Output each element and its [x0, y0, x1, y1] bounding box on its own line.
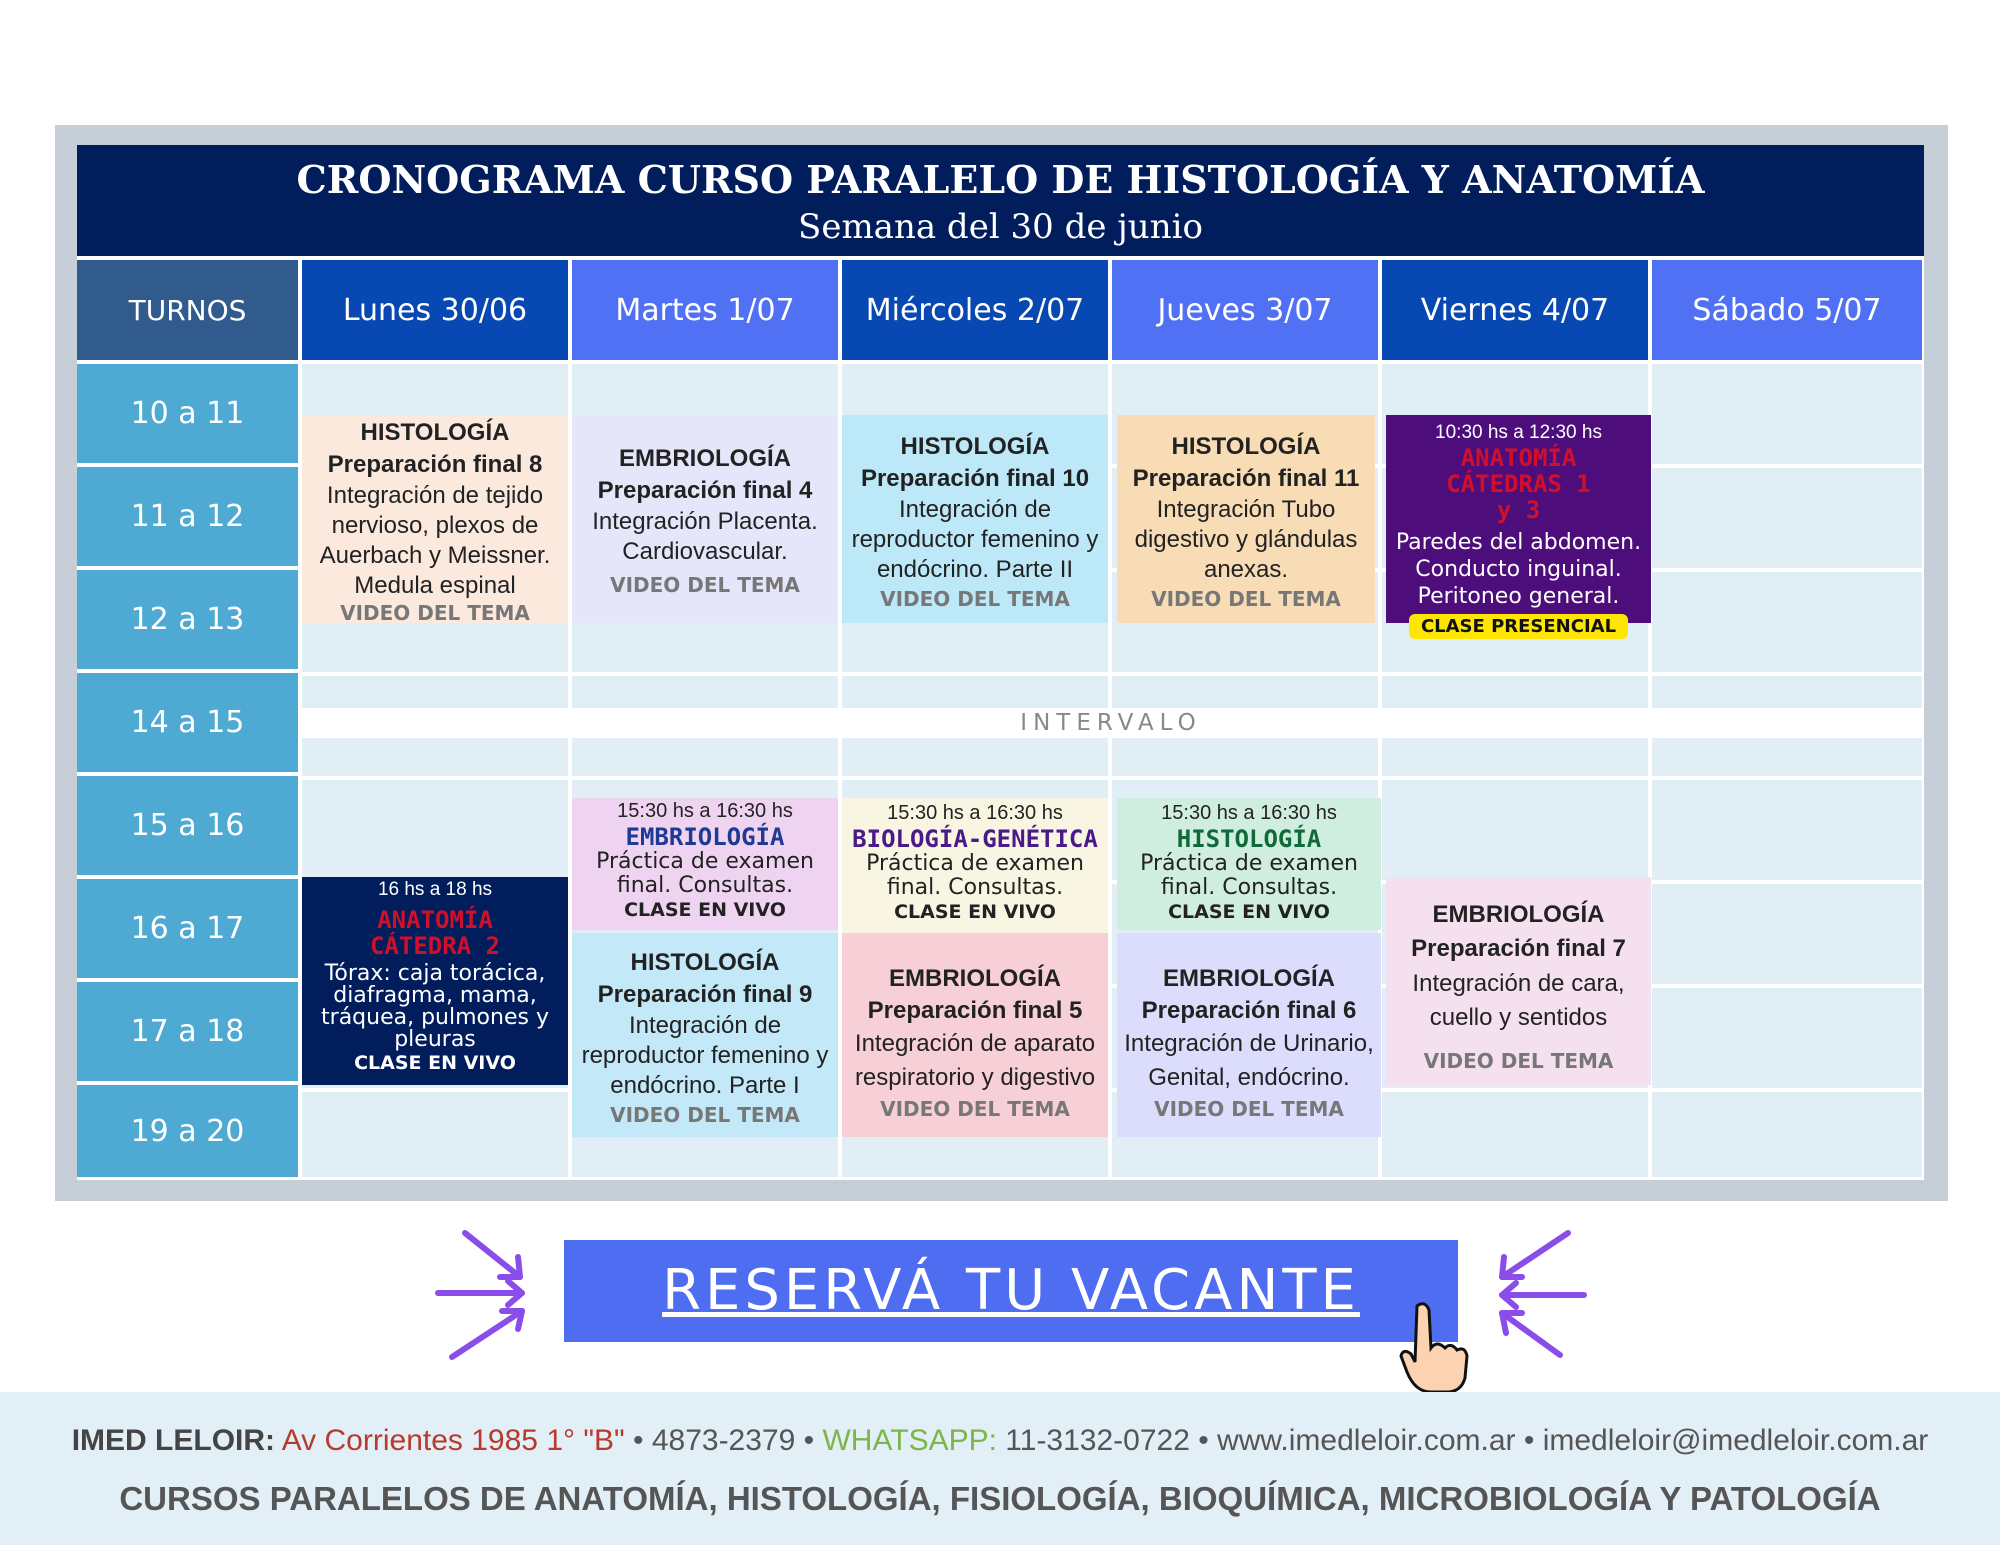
class-time: 16 hs a 18 hs	[377, 879, 493, 900]
video-link[interactable]: VIDEO DEL TEMA	[1154, 1097, 1344, 1121]
class-block	[1117, 415, 1375, 623]
prep-title: Preparación final 4	[597, 477, 813, 504]
video-link[interactable]: VIDEO DEL TEMA	[340, 601, 530, 625]
description: Integración de Urinario, Genital, endócrino.	[1124, 1030, 1374, 1091]
description: Práctica de examen final. Consultas.	[596, 849, 814, 898]
subject: HISTOLOGÍA	[360, 419, 510, 446]
description: Integración de reproductor femenino y endócrino. Parte I	[581, 1012, 829, 1099]
class-time: 15:30 hs a 16:30 hs	[617, 800, 793, 822]
class-block	[1386, 877, 1651, 1085]
turno-17-18: 17 a 18	[77, 982, 298, 1081]
subject: EMBRIOLOGÍA	[889, 965, 1061, 992]
class-block	[1386, 415, 1651, 637]
clase-presencial-badge: CLASE PRESENCIAL	[1409, 614, 1628, 639]
prep-title: Preparación final 8	[327, 451, 543, 478]
intervalo-label: INTERVALO	[300, 708, 1922, 738]
class-block	[302, 415, 568, 623]
schedule-header	[77, 145, 1924, 256]
video-link[interactable]: VIDEO DEL TEMA	[610, 1103, 800, 1127]
col-sabado	[1652, 364, 1922, 1177]
clase-en-vivo-label: CLASE EN VIVO	[1168, 901, 1330, 923]
description: Tórax: caja torácica, diafragma, mama, tráquea, pulmones y pleuras	[321, 961, 549, 1052]
description: Práctica de examen final. Consultas.	[866, 851, 1084, 900]
day-header-jueves: Jueves 3/07	[1112, 260, 1378, 360]
brand-name: IMED LELOIR:	[71, 1424, 276, 1457]
subject: EMBRIOLOGÍA	[619, 445, 791, 472]
description: Integración de cara, cuello y sentidos	[1412, 970, 1625, 1031]
description: Integración Placenta. Cardiovascular.	[592, 508, 818, 565]
website-link[interactable]: www.imedleloir.com.ar	[1217, 1424, 1516, 1457]
turno-10-11: 10 a 11	[77, 364, 298, 463]
clase-en-vivo-label: CLASE EN VIVO	[624, 899, 786, 921]
turno-16-17: 16 a 17	[77, 879, 298, 978]
turno-19-20: 19 a 20	[77, 1085, 298, 1177]
turno-15-16: 15 a 16	[77, 776, 298, 875]
class-block	[1117, 933, 1381, 1137]
class-block	[842, 798, 1108, 933]
class-block	[842, 415, 1108, 623]
courses-line: CURSOS PARALELOS DE ANATOMÍA, HISTOLOGÍA, FISIOLOGÍA, BIOQUÍMICA, MICROBIOLOGÍA Y PATOLOGÍA	[119, 1480, 1881, 1517]
video-link[interactable]: VIDEO DEL TEMA	[610, 573, 800, 597]
whatsapp-label: WHATSAPP:	[822, 1424, 997, 1457]
video-link[interactable]: VIDEO DEL TEMA	[880, 1097, 1070, 1121]
description: Integración Tubo digestivo y glándulas anexas.	[1134, 496, 1358, 583]
footer	[0, 1392, 2000, 1545]
page-title: CRONOGRAMA CURSO PARALELO DE HISTOLOGÍA Y ANATOMÍA	[296, 157, 1705, 202]
subject: EMBRIOLOGÍA	[1163, 965, 1335, 992]
phone: 4873-2379	[651, 1424, 796, 1457]
prep-title: Preparación final 5	[867, 997, 1083, 1024]
prep-title: Preparación final 6	[1141, 997, 1357, 1024]
class-block	[572, 415, 838, 623]
turno-11-12: 11 a 12	[77, 467, 298, 566]
day-header-lunes: Lunes 30/06	[302, 260, 568, 360]
turno-14-15: 14 a 15	[77, 673, 298, 772]
pointer-hand-icon	[1395, 1298, 1475, 1394]
description: Integración de reproductor femenino y endócrino. Parte II	[851, 496, 1099, 583]
subject: BIOLOGÍA-GENÉTICA	[852, 825, 1098, 853]
page-subtitle: Semana del 30 de junio	[798, 207, 1203, 247]
class-block	[572, 933, 838, 1137]
video-link[interactable]: VIDEO DEL TEMA	[1423, 1049, 1614, 1073]
class-time: 15:30 hs a 16:30 hs	[1161, 802, 1337, 824]
contact-line: IMED LELOIR: Av Corrientes 1985 1° "B" • 4873-2379 • WHATSAPP: 11-3132-0722 • www.imedleloir.com.ar • imedleloir@imedleloir.com.ar	[71, 1424, 1929, 1457]
day-header-viernes: Viernes 4/07	[1382, 260, 1648, 360]
subject: ANATOMÍA CÁTEDRA 2	[369, 906, 501, 960]
day-header-miercoles: Miércoles 2/07	[842, 260, 1108, 360]
prep-title: Preparación final 11	[1132, 465, 1360, 492]
reserve-button[interactable]: RESERVÁ TU VACANTE	[564, 1240, 1458, 1342]
description: Integración de tejido nervioso, plexos de Auerbach y Meissner. Medula espinal	[319, 482, 551, 599]
description: Paredes del abdomen. Conducto inguinal. Peritoneo general.	[1395, 530, 1642, 609]
whatsapp-number: 11-3132-0722	[1005, 1424, 1190, 1457]
video-link[interactable]: VIDEO DEL TEMA	[1151, 587, 1341, 611]
clase-en-vivo-label: CLASE EN VIVO	[894, 901, 1056, 923]
turno-12-13: 12 a 13	[77, 570, 298, 669]
email-link[interactable]: imedleloir@imedleloir.com.ar	[1542, 1424, 1929, 1457]
address: Av Corrientes 1985 1° "B"	[281, 1424, 625, 1457]
subject: EMBRIOLOGÍA	[1432, 901, 1605, 928]
subject: HISTOLOGÍA	[1176, 825, 1322, 853]
prep-title: Preparación final 7	[1411, 935, 1626, 962]
subject: ANATOMÍA CÁTEDRAS 1 y 3	[1446, 444, 1591, 524]
arrows-left-icon	[430, 1225, 540, 1365]
turnos-header: TURNOS	[77, 260, 298, 360]
video-link[interactable]: VIDEO DEL TEMA	[880, 587, 1070, 611]
arrows-right-icon	[1480, 1225, 1590, 1365]
description: Práctica de examen final. Consultas.	[1140, 851, 1358, 900]
prep-title: Preparación final 10	[860, 465, 1090, 492]
subject: HISTOLOGÍA	[900, 433, 1050, 460]
clase-en-vivo-label: CLASE EN VIVO	[354, 1052, 516, 1074]
class-block	[842, 933, 1108, 1137]
class-time: 10:30 hs a 12:30 hs	[1435, 422, 1602, 443]
prep-title: Preparación final 9	[597, 981, 813, 1008]
day-header-sabado: Sábado 5/07	[1652, 260, 1922, 360]
description: Integración de aparato respiratorio y digestivo	[854, 1030, 1096, 1091]
class-block	[572, 798, 838, 930]
class-time: 15:30 hs a 16:30 hs	[887, 802, 1063, 824]
subject: EMBRIOLOGÍA	[625, 823, 785, 851]
subject: HISTOLOGÍA	[1171, 433, 1321, 460]
subject: HISTOLOGÍA	[630, 949, 780, 976]
day-header-martes: Martes 1/07	[572, 260, 838, 360]
class-block	[1117, 798, 1381, 930]
class-block	[302, 877, 568, 1085]
